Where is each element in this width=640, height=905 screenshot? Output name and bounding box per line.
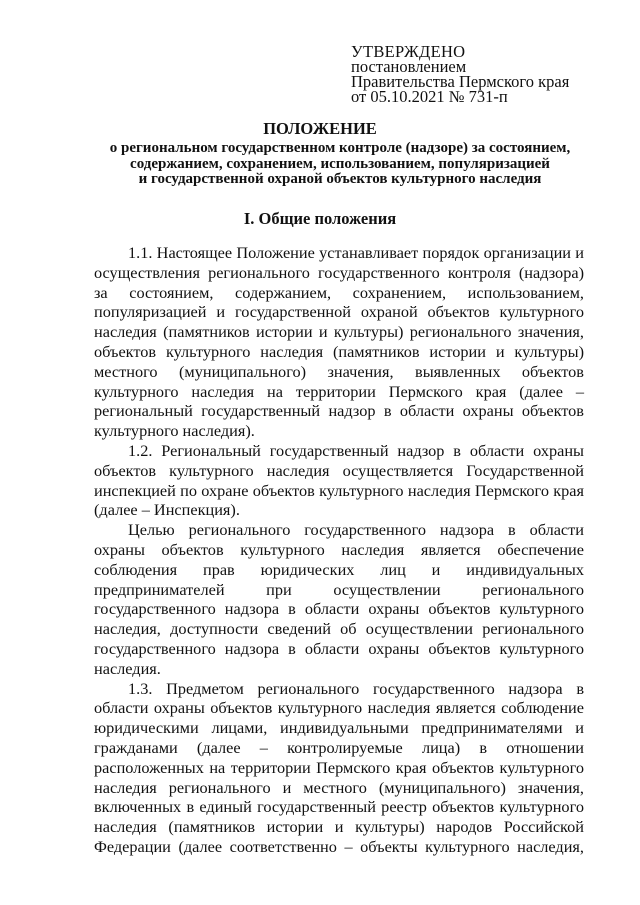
paragraph-1-2: 1.2. Региональный государственный надзор в области охраны объектов культурного наследия осуществляется Государственной инспекцией по охране объектов культурного наследия Пермского края (далее – Инспекция).: [94, 440, 584, 520]
subtitle-line-2: содержанием, сохранением, использованием, популяризацией: [130, 155, 550, 172]
approval-line-2: Правительства Пермского края: [351, 72, 570, 91]
document-body: [94, 243, 584, 857]
approval-line-1: постановлением: [351, 57, 467, 76]
paragraph-purpose: Целью регионального государственного надзора в области охраны объектов культурного наследия является обеспечение соблюдения прав юридических лиц и индивидуальных предпринимателей при осуществлении регионального государственного надзора в области охраны объектов культурного наследия, доступности сведений об осуществлении регионального государственного надзора в области охраны объектов культурного наследия.: [94, 520, 584, 678]
approval-heading: УТВЕРЖДЕНО: [351, 42, 466, 61]
paragraph-1-1: 1.1. Настоящее Положение устанавливает порядок организации и осуществления регионального государственного контроля (надзора) за состоянием, содержанием, сохранением, использованием, популяризацией и государственной охраной объектов культурного наследия (памятников истории и культуры) регионального значения, объектов культурного наследия (памятников истории и культуры) местного (муниципального) значения, выявленных объектов культурного наследия на территории Пермского края (далее – региональный государственный надзор в области охраны объектов культурного наследия).: [94, 243, 584, 441]
subtitle-line-3: и государственной охраной объектов культурного наследия: [138, 171, 542, 187]
document-title: ПОЛОЖЕНИЕ: [263, 119, 377, 138]
subtitle-line-1: о региональном государственном контроле (надзоре) за состоянием,: [109, 140, 571, 156]
section-heading: I. Общие положения: [243, 209, 397, 228]
document-subtitle: [90, 141, 590, 188]
approval-line-3: от 05.10.2021 № 731-п: [351, 87, 508, 106]
paragraph-1-3: 1.3. Предметом регионального государственного надзора в области охраны объектов культурного наследия является соблюдение юридическими лицами, индивидуальными предпринимателями и гражданами (далее – контролируемые лица) в отношении расположенных на территории Пермского края объектов культурного наследия регионального и местного (муниципального) значения, включенных в единый государственный реестр объектов культурного наследия (памятников истории и культуры) народов Российской Федерации (далее соответственно – объекты культурного наследия,: [94, 678, 584, 856]
approval-stamp: [351, 44, 569, 104]
